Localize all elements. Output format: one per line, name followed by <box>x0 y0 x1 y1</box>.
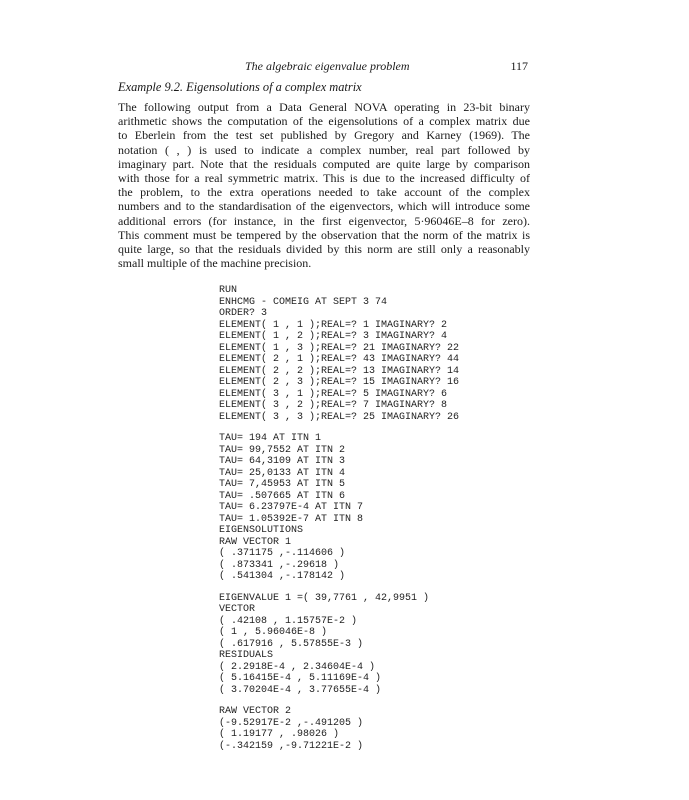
code-line: ELEMENT( 2 , 1 );REAL=? 43 IMAGINARY? 44 <box>219 354 460 365</box>
code-line: ELEMENT( 2 , 2 );REAL=? 13 IMAGINARY? 14 <box>219 365 460 377</box>
code-line: ( 1 , 5.96046E-8 ) <box>219 627 328 638</box>
body-line: additional errors (for instance, in the first eigenvector, 5·96046E–8 for zero). <box>118 213 530 228</box>
body-line: This comment must be tempered by the observation that the norm of the matrix is <box>118 227 530 242</box>
code-line: ELEMENT( 3 , 2 );REAL=? 7 IMAGINARY? 8 <box>219 400 448 411</box>
running-head <box>118 59 530 75</box>
code-line: ELEMENT( 1 , 3 );REAL=? 21 IMAGINARY? 22 <box>219 342 460 354</box>
code-line: TAU= .507665 AT ITN 6 <box>219 490 346 502</box>
code-line: (-9.52917E-2 ,-.491205 ) <box>219 717 364 729</box>
code-line: TAU= 99,7552 AT ITN 2 <box>219 444 346 456</box>
body-line: imaginary part. Note that the residuals computed are quite large by comparison <box>118 156 530 171</box>
code-line: ELEMENT( 1 , 1 );REAL=? 1 IMAGINARY? 2 <box>219 319 448 331</box>
page-number: 117 <box>510 59 528 73</box>
code-line: ELEMENT( 2 , 3 );REAL=? 15 IMAGINARY? 16 <box>219 377 460 388</box>
code-line: TAU= 6.23797E-4 AT ITN 7 <box>219 502 364 513</box>
code-line: ( 3.70204E-4 , 3.77655E-4 ) <box>219 684 382 696</box>
code-line: EIGENVALUE 1 =( 39,7761 , 42,9951 ) <box>219 592 430 604</box>
body-paragraph <box>118 100 530 270</box>
code-line: TAU= 1.05392E-7 AT ITN 8 <box>219 513 364 525</box>
body-line: arithmetic shows the computation of the eigensolutions of a complex matrix due <box>118 114 530 129</box>
code-line: ENHCMG - COMEIG AT SEPT 3 74 <box>219 296 388 308</box>
code-line: ( .617916 , 5.57855E-3 ) <box>219 638 364 650</box>
code-line: ELEMENT( 1 , 2 );REAL=? 3 IMAGINARY? 4 <box>219 331 448 342</box>
code-line: ( .873341 ,-.29618 ) <box>219 559 340 571</box>
code-line: ( .541304 ,-.178142 ) <box>219 571 346 582</box>
code-line: TAU= 194 AT ITN 1 <box>219 433 322 444</box>
code-line: RAW VECTOR 1 <box>219 536 292 548</box>
code-line: RESIDUALS <box>219 650 274 661</box>
body-line: The following output from a Data General NOVA operating in 23-bit binary <box>118 100 530 114</box>
body-line: to Eberlein from the test set published by Gregory and Karney (1969). The <box>118 128 530 143</box>
program-output-listing <box>219 285 539 752</box>
listing-block-input <box>219 285 539 423</box>
code-line: TAU= 7,45953 AT ITN 5 <box>219 479 346 490</box>
body-line: with those for a real symmetric matrix. This is due to the increased difficulty of <box>118 170 530 185</box>
code-line: EIGENSOLUTIONS <box>219 525 304 536</box>
code-line: ( 1.19177 , .98026 ) <box>219 729 340 740</box>
code-line: ( 2.2918E-4 , 2.34604E-4 ) <box>219 661 376 673</box>
running-title: The algebraic eigenvalue problem <box>245 59 410 73</box>
listing-block-iterations <box>219 433 539 583</box>
body-line: numbers and to the standardisation of the eigenvectors, which will introduce some <box>118 199 530 214</box>
code-line: ( 5.16415E-4 , 5.11169E-4 ) <box>219 673 382 684</box>
body-line: quite large, so that the residuals divided by this norm are still only a reasonably <box>118 241 530 256</box>
code-line: TAU= 64,3109 AT ITN 3 <box>219 456 346 467</box>
code-line: (-.342159 ,-9.71221E-2 ) <box>219 740 364 752</box>
code-line: ( .371175 ,-.114606 ) <box>219 548 346 559</box>
body-line: notation ( , ) is used to indicate a complex number, real part followed by <box>118 142 530 157</box>
body-line: small multiple of the machine precision. <box>118 256 312 271</box>
listing-block-raw-vector-2 <box>219 706 539 752</box>
code-line: VECTOR <box>219 604 256 615</box>
example-caption: Example 9.2. Eigensolutions of a complex matrix <box>118 80 362 94</box>
code-line: ELEMENT( 3 , 1 );REAL=? 5 IMAGINARY? 6 <box>219 388 448 400</box>
code-line: ( .42108 , 1.15757E-2 ) <box>219 615 358 627</box>
code-line: TAU= 25,0133 AT ITN 4 <box>219 467 346 479</box>
code-line: ELEMENT( 3 , 3 );REAL=? 25 IMAGINARY? 26 <box>219 411 460 423</box>
listing-block-eigenvalue-1 <box>219 593 539 697</box>
body-line: the problem, to the extra operations needed to take account of the complex <box>118 185 530 200</box>
code-line: RUN <box>219 285 238 296</box>
code-line: ORDER? 3 <box>219 308 268 319</box>
code-line: RAW VECTOR 2 <box>219 706 292 717</box>
